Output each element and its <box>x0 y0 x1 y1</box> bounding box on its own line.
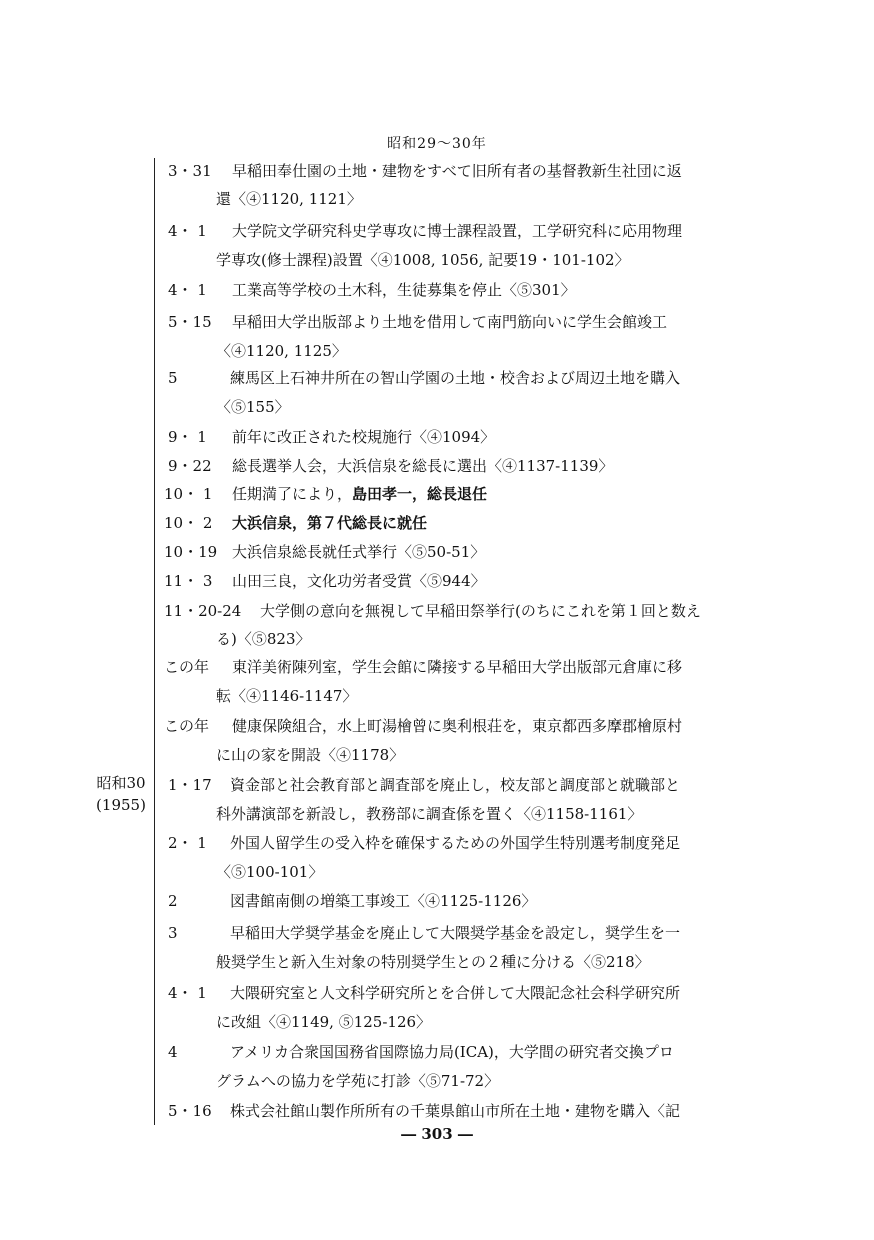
entry-date: 4・ 1 <box>168 222 207 240</box>
entry-date: 5 <box>168 369 178 387</box>
entry-date: 10・19 <box>164 543 218 561</box>
entry-text-cont: 科外講演部を新設し，教務部に調査係を置く〈④1158-1161〉 <box>216 805 643 823</box>
entry-text-cont: 転〈④1146-1147〉 <box>216 687 358 705</box>
year-era: 昭和30 <box>96 774 146 792</box>
entry-text-cont: 〈⑤155〉 <box>216 398 290 416</box>
entry-text: 健康保険組合，水上町湯檜曾に奥利根荘を，東京都西多摩郡檜原村 <box>232 717 683 735</box>
entry-date: 9・ 1 <box>168 428 207 446</box>
entry-text: 大浜信泉総長就任式挙行〈⑤50-51〉 <box>232 543 486 561</box>
entry-text: 任期満了により， <box>232 485 353 503</box>
entry-text-cont: 〈④1120, 1125〉 <box>216 342 347 360</box>
entry-text-cont: る)〈⑤823〉 <box>216 630 311 648</box>
entry-text-cont: 〈⑤100-101〉 <box>216 863 324 881</box>
entry-date: 11・ 3 <box>164 572 213 590</box>
entry-text: アメリカ合衆国国務省国際協力局(ICA)，大学間の研究者交換プロ <box>230 1043 674 1061</box>
entry-date: 9・22 <box>168 457 212 475</box>
entry-text: 前年に改正された校規施行〈④1094〉 <box>232 428 496 446</box>
entry-text-bold: 島田孝一，総長退任 <box>352 485 488 503</box>
entry-date: この年 <box>164 658 210 676</box>
entry-text: 資金部と社会教育部と調査部を廃止し，校友部と調度部と就職部と <box>230 776 681 794</box>
year-western: (1955) <box>96 796 146 814</box>
entry-text: 外国人留学生の受入枠を確保するための外国学生特別選考制度発足 <box>230 834 681 852</box>
entry-text-cont: 般奨学生と新入生対象の特別奨学生との２種に分ける〈⑤218〉 <box>216 953 650 971</box>
entry-text-cont: に改組〈④1149, ⑤125-126〉 <box>216 1013 432 1031</box>
year-column-divider <box>154 158 155 1125</box>
entry-text: 工業高等学校の土木科，生徒募集を停止〈⑤301〉 <box>232 281 576 299</box>
entry-text-cont: グラムへの協力を学苑に打診〈⑤71-72〉 <box>216 1072 500 1090</box>
entry-text: 株式会社館山製作所所有の千葉県館山市所在土地・建物を購入〈記 <box>230 1102 681 1120</box>
entry-date: 2 <box>168 892 178 910</box>
entry-date: 5・16 <box>168 1102 212 1120</box>
entry-date: 4 <box>168 1043 178 1061</box>
year-label <box>88 772 154 816</box>
entry-text: 大学側の意向を無視して早稲田祭挙行(のちにこれを第１回と数え <box>260 602 701 620</box>
entry-text: 図書館南側の増築工事竣工〈④1125-1126〉 <box>230 892 537 910</box>
entry-text-cont: に山の家を開設〈④1178〉 <box>216 746 405 764</box>
entry-text-bold: 大浜信泉，第７代総長に就任 <box>232 514 428 532</box>
entry-text: 早稲田奉仕園の土地・建物をすべて旧所有者の基督教新生社団に返 <box>232 162 682 180</box>
entry-date: 11・20-24 <box>164 602 242 620</box>
entry-date: 5・15 <box>168 313 212 331</box>
entry-text: 東洋美術陳列室，学生会館に隣接する早稲田大学出版部元倉庫に移 <box>232 658 683 676</box>
entry-text: 早稲田大学奨学基金を廃止して大隈奨学基金を設定し，奨学生を一 <box>230 924 681 942</box>
entry-text: 大隈研究室と人文科学研究所とを合併して大隈記念社会科学研究所 <box>230 984 681 1002</box>
entry-text: 山田三良，文化功労者受賞〈⑤944〉 <box>232 572 486 590</box>
entry-text-cont: 還〈④1120, 1121〉 <box>216 190 362 208</box>
page-header: 昭和29～30年 <box>387 136 487 152</box>
entry-date: 10・ 1 <box>164 485 213 503</box>
page-number: ― 303 ― <box>401 1125 473 1143</box>
entry-date: この年 <box>164 717 210 735</box>
entry-date: 10・ 2 <box>164 514 213 532</box>
entry-text: 大学院文学研究科史学専攻に博士課程設置，工学研究科に応用物理 <box>232 222 683 240</box>
entry-date: 2・ 1 <box>168 834 207 852</box>
entry-date: 4・ 1 <box>168 281 207 299</box>
entry-date: 4・ 1 <box>168 984 207 1002</box>
entry-text: 総長選挙人会，大浜信泉を総長に選出〈④1137-1139〉 <box>232 457 614 475</box>
entry-date: 3 <box>168 924 178 942</box>
entry-date: 1・17 <box>168 776 212 794</box>
entry-text-cont: 学専攻(修士課程)設置〈④1008, 1056, 記要19・101-102〉 <box>216 251 630 269</box>
entry-date: 3・31 <box>168 162 212 180</box>
entry-text: 早稲田大学出版部より土地を借用して南門筋向いに学生会館竣工 <box>232 313 668 331</box>
entry-text: 練馬区上石神井所在の智山学園の土地・校舎および周辺土地を購入 <box>230 369 681 387</box>
